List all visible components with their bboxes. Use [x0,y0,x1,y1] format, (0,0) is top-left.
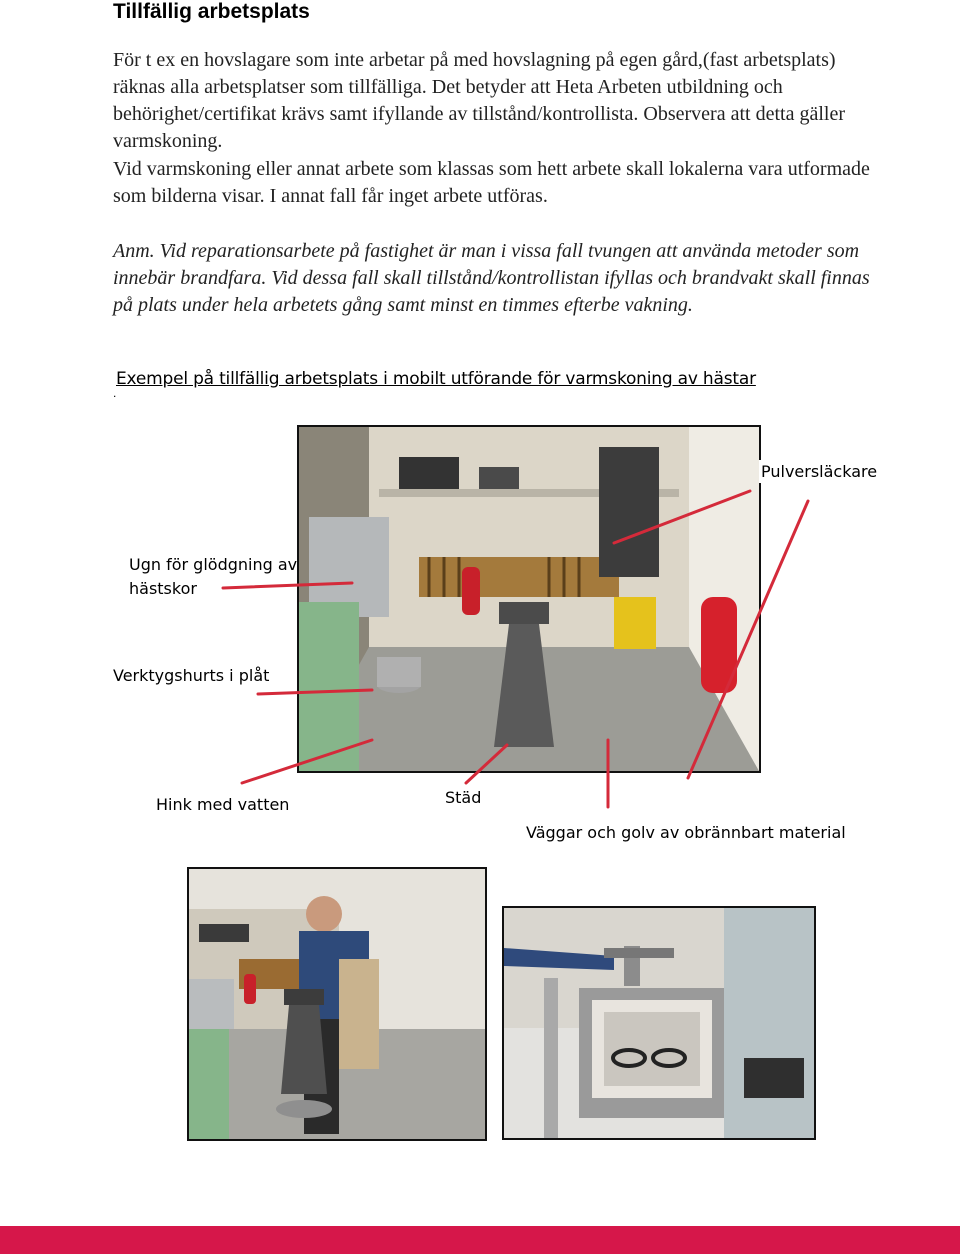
farrier-photo [187,867,487,1141]
label-hink: Hink med vatten [156,795,290,814]
requirements-paragraph: Vid varmskoning eller annat arbete som klassas som hett arbete skall lokalerna vara utformade som bilderna visar. I annat fall får inget arbete utföras. [113,158,870,207]
page-heading: Tillfällig arbetsplats [113,0,310,23]
example-heading: Exempel på tillfällig arbetsplats i mobilt utförande för varmskoning av hästar [116,369,756,389]
oven-photo-image [504,908,814,1138]
note-paragraph: Anm. Vid reparationsarbete på fastighet är man i vissa fall tvungen att använda metoder som innebär brandfara. Vid dessa fall skall tillstånd/kontrollistan ifyllas och brandvakt skall finnas på plats under hela arbetets gång samt minst en timmes efterbe vakning. [113,240,870,316]
label-verktygshurts: Verktygshurts i plåt [113,666,270,685]
intro-paragraph: För t ex en hovslagare som inte arbetar på med hovslagning på egen gård,(fast arbetsplats) räknas alla arbetsplatser som tillfälliga. Det betyder att Heta Arbeten utbildning och behörighet/certifikat krävs samt ifyllande av tillstånd/kontrollista. Observera att detta gäller varmskoning. [113,49,845,152]
footer-bar [0,1226,960,1254]
example-dot: . [113,386,117,400]
workshop-photo [297,425,761,773]
label-vaggar: Väggar och golv av obrännbart material [526,823,846,842]
label-ugn-line2: hästskor [129,579,197,598]
label-ugn-line1: Ugn för glödgning av [129,555,298,574]
label-pulversläckare: Pulversläckare [761,462,878,481]
label-stad: Städ [445,788,482,807]
oven-photo [502,906,816,1140]
workshop-photo-image [299,427,759,771]
farrier-photo-image [189,869,485,1139]
